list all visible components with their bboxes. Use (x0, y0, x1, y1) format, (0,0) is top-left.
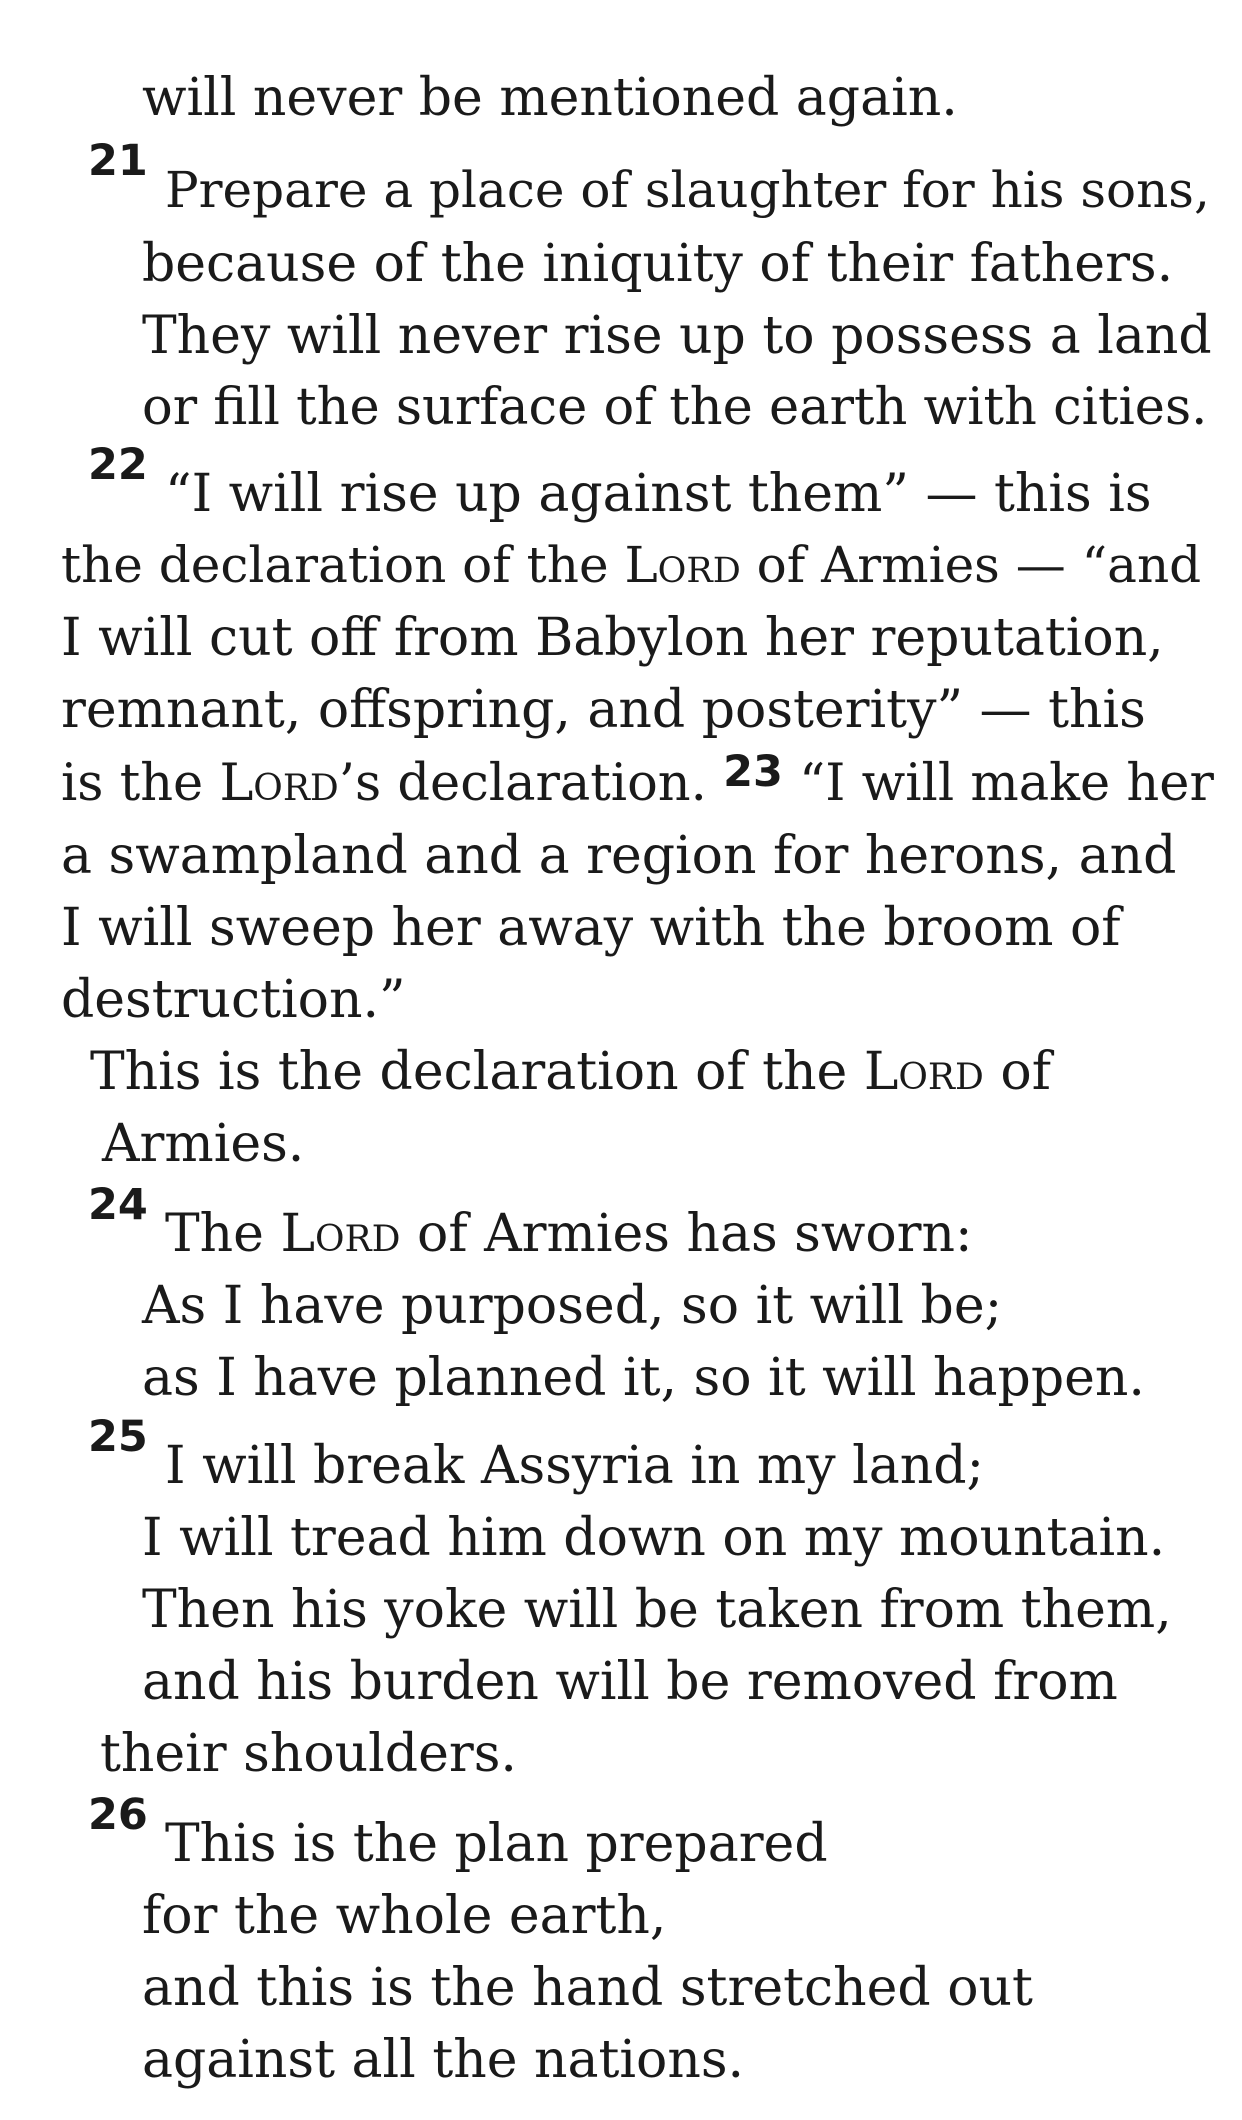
verse-line: Armies. (102, 1114, 305, 1174)
verse-line: as I have planned it, so it will happen. (142, 1348, 1145, 1408)
verse-number-21: 21 (88, 136, 148, 186)
verse-number-25: 25 (88, 1412, 148, 1462)
divine-name: Lord (280, 1204, 401, 1264)
verse-line: They will never rise up to possess a land (142, 306, 1212, 366)
verse-number-24: 24 (88, 1180, 148, 1230)
verse-line: Prepare a place of slaughter for his sons, (165, 161, 1210, 219)
verse-line: and his burden will be removed from (142, 1652, 1118, 1712)
divine-name: Lord (624, 536, 741, 594)
verse-line: The Lord of Armies has sworn: (165, 1204, 973, 1264)
verse-line: the declaration of the Lord of Armies — “and (61, 536, 1202, 594)
verse-line: I will sweep her away with the broom of (61, 898, 1121, 958)
verse-number-22: 22 (88, 440, 148, 490)
verse-line: Then his yoke will be taken from them, (142, 1580, 1172, 1640)
verse-line: against all the nations. (142, 2030, 745, 2090)
verse-line: and this is the hand stretched out (142, 1958, 1033, 2018)
verse-number-23: 23 (723, 747, 783, 797)
verse-line: As I have purposed, so it will be; (142, 1276, 1003, 1336)
verse-line: I will tread him down on my mountain. (142, 1508, 1166, 1568)
verse-line: because of the iniquity of their fathers. (142, 234, 1174, 294)
verse-line: will never be mentioned again. (142, 68, 958, 128)
verse-line: This is the declaration of the Lord of (90, 1042, 1051, 1102)
divine-name: Lord (863, 1042, 984, 1102)
verse-line: destruction.” (61, 970, 406, 1030)
verse-line: remnant, offspring, and posterity” — this (61, 680, 1146, 740)
verse-line: I will cut off from Babylon her reputation, (61, 608, 1164, 668)
verse-line: or fill the surface of the earth with cities. (142, 378, 1208, 437)
verse-line: This is the plan prepared (165, 1814, 828, 1874)
verse-line: I will break Assyria in my land; (165, 1436, 985, 1496)
verse-line: “I will rise up against them” — this is (165, 464, 1152, 524)
verse-line: for the whole earth, (142, 1886, 667, 1946)
divine-name: Lord (219, 754, 339, 813)
verse-number-26: 26 (88, 1790, 148, 1840)
verse-line: a swampland and a region for herons, and (61, 826, 1177, 886)
verse-line: their shoulders. (100, 1724, 517, 1784)
verse-line: is the Lord’s declaration. $^{23}$ “I will make her (61, 747, 1214, 813)
